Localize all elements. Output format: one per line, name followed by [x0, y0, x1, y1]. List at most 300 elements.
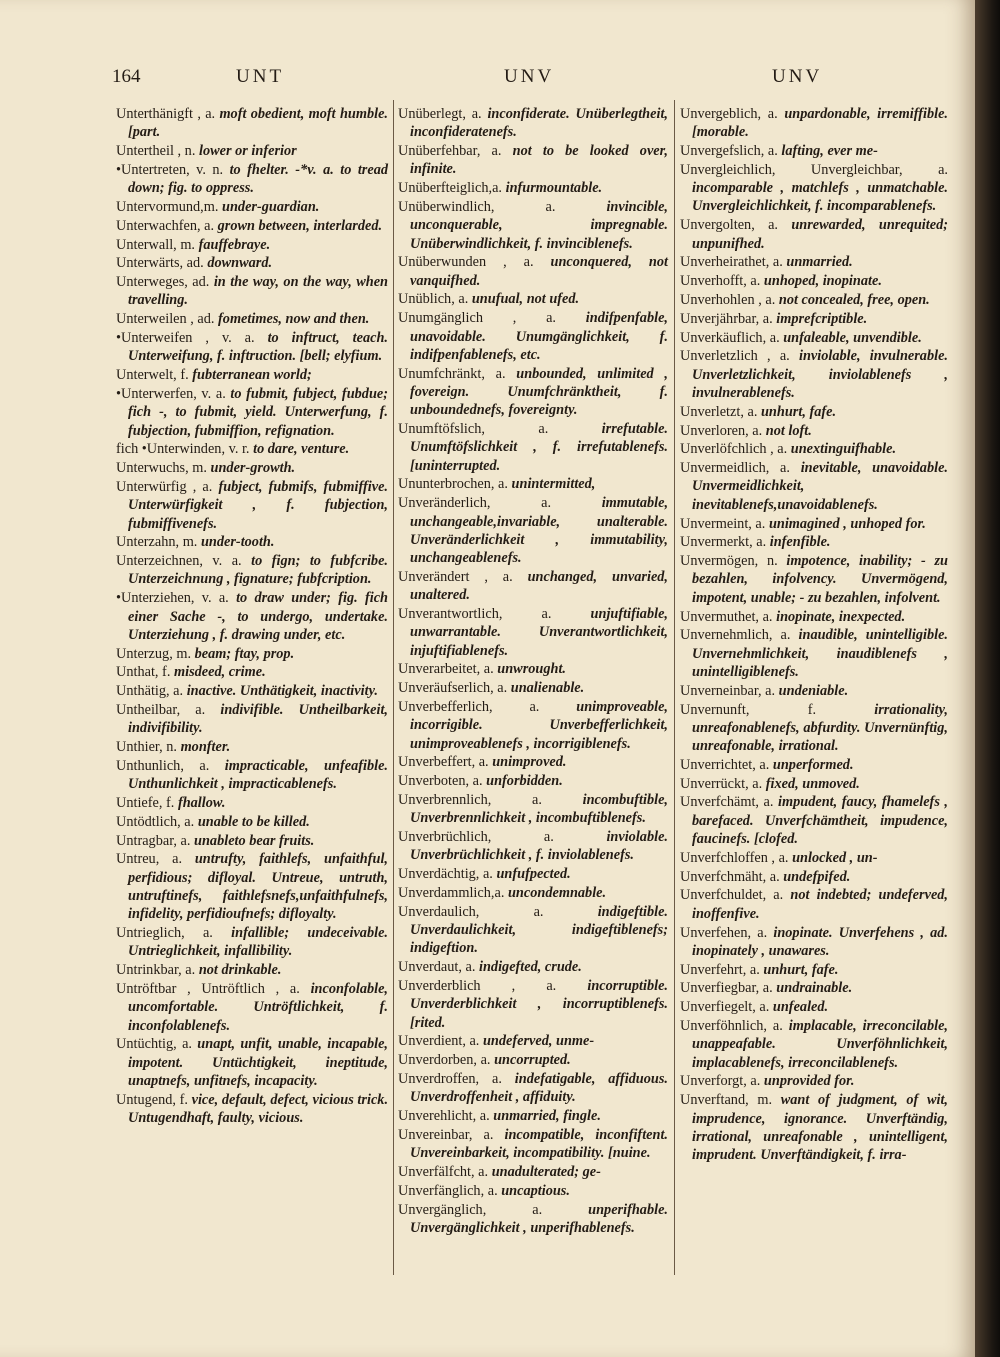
dictionary-entry	[680, 979, 948, 997]
running-headword-left: UNT	[236, 66, 285, 87]
entry-translation: unufual, not ufed.	[471, 291, 580, 308]
entry-headword: Unvermerkt, a.	[680, 534, 767, 551]
dictionary-entry	[398, 772, 668, 790]
entry-headword: Untugend, f.	[116, 1091, 188, 1108]
entry-translation: unprovided for.	[763, 1073, 855, 1090]
entry-headword: •Unterwerfen, v. a.	[116, 385, 226, 402]
dictionary-entry	[680, 552, 948, 607]
entry-translation: unextinguifhable.	[790, 441, 897, 458]
entry-headword: Unverhohlen , a.	[680, 291, 776, 308]
dictionary-entry	[680, 105, 948, 142]
entry-headword: Unverbeffert, a.	[398, 754, 489, 771]
dictionary-entry	[398, 903, 668, 958]
entry-headword: Unterweilen , ad.	[116, 311, 215, 328]
dictionary-entry	[116, 850, 388, 923]
entry-translation: infurmountable.	[505, 180, 603, 197]
entry-translation: untrufty, faithlefs, unfaithful, perfidious; difloyal. Untreue, untruth, untruftinefs, faithlefsnefs,unfaithfulnefs, infidelity, perfidioufnefs; difloyalty.	[128, 851, 388, 923]
page-number: 164	[112, 66, 141, 87]
entry-translation: inactive. Unthätigkeit, inactivity.	[186, 683, 378, 700]
entry-headword: Unverbrennlich, a.	[398, 791, 542, 808]
dictionary-entry	[680, 608, 948, 626]
entry-headword: Unverrichtet, a.	[680, 756, 770, 773]
entry-headword: Unverfänglich, a.	[398, 1182, 498, 1199]
dictionary-entry	[680, 961, 948, 979]
dictionary-entry	[116, 459, 388, 477]
dictionary-entry	[116, 813, 388, 831]
entry-headword: Unvergefslich, a.	[680, 143, 778, 160]
dictionary-entry	[116, 310, 388, 328]
entry-translation: unfaleable, unvendible.	[783, 329, 922, 346]
dictionary-entry	[680, 626, 948, 681]
entry-headword: Unverfiegbar, a.	[680, 980, 773, 997]
entry-translation: under-guardian.	[222, 198, 320, 215]
entry-translation: inviolable. Unverbrüchlichkeit , f. inviolablenefs.	[410, 829, 668, 864]
entry-headword: Unthier, n.	[116, 739, 177, 756]
dictionary-entry	[398, 309, 668, 364]
dictionary-entry	[398, 1201, 668, 1238]
dictionary-entry	[116, 533, 388, 551]
entry-headword: Unverkäuflich, a.	[680, 329, 780, 346]
entry-translation: to fign; to fubfcribe. Unterzeichnung , fignature; fubfcription.	[128, 553, 388, 588]
entry-headword: Untervormund,m.	[116, 198, 219, 215]
dictionary-entry	[116, 794, 388, 812]
entry-translation: undeferved, unme-	[482, 1033, 595, 1050]
entry-translation: unjuftifiable, unwarrantable. Unverantwortlichkeit, injuftifiablenefs.	[410, 606, 668, 659]
entry-headword: Unvernehmlich, a.	[680, 627, 791, 644]
entry-headword: Unterthänigft , a.	[116, 106, 216, 122]
entry-headword: Unverfchämt, a.	[680, 794, 774, 811]
entry-translation: unhoped, inopinate.	[763, 273, 882, 290]
entry-translation: uncorrupted.	[494, 1052, 571, 1069]
entry-headword: Unverletzlich , a.	[680, 348, 790, 365]
entry-translation: unmarried.	[786, 254, 853, 271]
dictionary-entry	[398, 1051, 668, 1069]
dictionary-entry	[680, 142, 948, 160]
entry-translation: immutable, unchangeable,invariable, unalterable. Unveränderlichkeit , immutability, unchangeablenefs.	[410, 495, 669, 567]
entry-headword: Unverderblich , a.	[398, 977, 557, 994]
dictionary-entry	[398, 568, 668, 605]
entry-headword: Untrieglich, a.	[116, 925, 213, 942]
entry-translation: grown between, interlarded.	[217, 217, 383, 234]
dictionary-entry	[116, 589, 388, 644]
entry-translation: impracticable, unfeafible. Unthunlichkeit , impracticablenefs.	[128, 757, 388, 793]
entry-translation: unmarried, fingle.	[493, 1108, 601, 1125]
dictionary-entry	[398, 253, 668, 290]
entry-headword: Unverhofft, a.	[680, 273, 761, 290]
entry-translation: implacable, irreconcilable, unappeafable. Unverföhnlichkeit, implacablenefs, irreconcilablenefs.	[692, 1018, 948, 1071]
dictionary-column-2	[398, 105, 668, 1238]
entry-translation: imprefcriptible.	[776, 310, 868, 327]
entry-headword: Unvergolten, a.	[680, 217, 778, 234]
entry-headword: Unveränderlich, a.	[398, 495, 552, 512]
entry-headword: Ununterbrochen, a.	[398, 476, 508, 493]
dictionary-entry	[398, 494, 668, 567]
entry-translation: fubject, fubmifs, fubmiffive. Unterwürfigkeit , f. fubjection, fubmiffivenefs.	[128, 478, 388, 532]
entry-translation: inopinate. Unverfehens , ad. inopinately , unawares.	[692, 924, 948, 959]
dictionary-entry	[116, 552, 388, 589]
entry-translation: want of judgment, of wit, imprudence, ignorance. Unverftändig, irrational, unreafonable , unintelligent, imprudent. Unverftändigkeit, f. irra-	[692, 1092, 948, 1164]
entry-translation: inopinate, inexpected.	[776, 608, 906, 625]
entry-translation: uncondemnable.	[507, 884, 607, 901]
dictionary-entry	[116, 980, 388, 1035]
entry-headword: Unverdaulich, a.	[398, 903, 544, 920]
entry-headword: Untrinkbar, a.	[116, 962, 196, 979]
dictionary-entry	[116, 105, 388, 142]
dictionary-entry	[398, 679, 668, 697]
entry-translation: inviolable, invulnerable. Unverletzlichkeit, inviolablenefs , invulnerablenefs.	[692, 348, 948, 401]
dictionary-entry	[680, 533, 948, 551]
dictionary-entry	[398, 1126, 668, 1163]
entry-headword: Untertheil , n.	[116, 143, 196, 160]
entry-translation: invincible, unconquerable, impregnable. Unüberwindlichkeit, f. invinciblenefs.	[410, 198, 668, 252]
entry-translation: inevitable, unavoidable. Unvermeidlichkeit, inevitablenefs,unavoidablenefs.	[692, 460, 948, 513]
entry-translation: unchanged, unvaried, unaltered.	[410, 568, 669, 604]
dictionary-entry	[680, 1072, 948, 1090]
dictionary-entry	[398, 605, 668, 660]
dictionary-entry	[680, 998, 948, 1016]
dictionary-entry	[398, 179, 668, 197]
dictionary-column-1	[116, 105, 388, 1128]
entry-headword: Unverbrüchlich, a.	[398, 829, 554, 846]
dictionary-entry	[398, 865, 668, 883]
entry-headword: Unverdaut, a.	[398, 959, 476, 976]
dictionary-entry	[680, 1017, 948, 1072]
dictionary-entry	[680, 272, 948, 290]
entry-translation: incorruptible. Unverderblichkeit , incorruptiblenefs. [rited.	[410, 977, 669, 1031]
entry-translation: uncaptious.	[501, 1182, 570, 1199]
entry-headword: Unterzeichnen, v. a.	[116, 553, 242, 570]
dictionary-entry	[398, 884, 668, 902]
entry-headword: Unvergeblich, a.	[680, 106, 778, 122]
dictionary-entry	[116, 645, 388, 663]
dictionary-entry	[680, 682, 948, 700]
entry-headword: Unüberlegt, a.	[398, 106, 482, 122]
entry-translation: indefatigable, affiduous. Unverdroffenheit , affiduity.	[410, 1070, 668, 1106]
entry-headword: Unvereinbar, a.	[398, 1126, 494, 1143]
entry-translation: infenfible.	[769, 534, 831, 551]
entry-headword: Unterweges, ad.	[116, 274, 210, 291]
entry-translation: unimagined , unhoped for.	[768, 515, 926, 532]
entry-headword: Unterwachfen, a.	[116, 217, 215, 234]
dictionary-entry	[116, 273, 388, 310]
entry-translation: unconquered, not vanquifhed.	[410, 254, 668, 289]
dictionary-entry	[680, 756, 948, 774]
entry-translation: unforbidden.	[486, 773, 563, 790]
entry-headword: Unverloren, a.	[680, 422, 763, 439]
entry-translation: to fhelter. -*v. a. to tread down; fig. to oppress.	[128, 161, 389, 197]
entry-headword: Unvergänglich, a.	[398, 1201, 543, 1218]
dictionary-entry	[680, 793, 948, 848]
dictionary-entry	[116, 217, 388, 235]
entry-translation: to fubmit, fubject, fubdue; fich -, to fubmit, yield. Unterwerfung, f. fubjection, fubmiffion, refignation.	[128, 385, 388, 439]
entry-translation: under-growth.	[210, 460, 296, 477]
entry-headword: Unveräufserlich, a.	[398, 680, 508, 697]
entry-translation: not to be looked over, infinite.	[410, 143, 669, 178]
entry-translation: misdeed, crime.	[173, 664, 266, 681]
dictionary-entry	[680, 924, 948, 961]
dictionary-entry	[116, 924, 388, 961]
entry-headword: Unterwärts, ad.	[116, 255, 204, 272]
entry-translation: incompatible, inconfiftent. Unvereinbarkeit, incompatibility. [nuine.	[410, 1126, 669, 1162]
dictionary-entry	[116, 682, 388, 700]
entry-translation: irrationality, unreafonablenefs, abfurdity. Unvernünftig, unreafonable, irrational.	[692, 701, 948, 755]
entry-translation: lower or inferior	[199, 143, 297, 160]
entry-headword: •Unterziehen, v. a.	[116, 590, 229, 607]
entry-translation: vice, default, defect, vicious trick. Untugendhaft, faulty, vicious.	[128, 1091, 389, 1127]
entry-translation: unimproved.	[492, 754, 567, 771]
entry-headword: Unverftand, m.	[680, 1092, 773, 1109]
entry-headword: Unverbefferlich, a.	[398, 699, 540, 715]
entry-headword: Untragbar, a.	[116, 832, 191, 849]
dictionary-entry	[398, 828, 668, 865]
entry-translation: fhallow.	[177, 794, 226, 811]
dictionary-entry	[680, 515, 948, 533]
dictionary-entry	[398, 198, 668, 253]
entry-translation: unapt, unfit, unable, incapable, impotent. Untüchtigkeit, ineptitude, unaptnefs, unfitnefs, incapacity.	[128, 1036, 388, 1089]
entry-headword: Untheilbar, a.	[116, 702, 206, 718]
dictionary-entry	[116, 366, 388, 384]
entry-translation: undefpifed.	[783, 868, 851, 885]
entry-headword: Unvermuthet, a.	[680, 608, 773, 625]
entry-translation: indigeftible. Unverdaulichkeit, indigeftiblenefs; indigeftion.	[410, 903, 668, 957]
entry-translation: unadulterated; ge-	[491, 1163, 601, 1180]
entry-translation: unfufpected.	[496, 866, 571, 883]
entry-headword: Unverfchloffen , a.	[680, 849, 789, 866]
entry-headword: Unverrückt, a.	[680, 775, 763, 792]
entry-translation: unlocked , un-	[792, 849, 878, 866]
entry-translation: unhurt, fafe.	[763, 961, 839, 978]
entry-headword: •Unterweifen , v. a.	[116, 330, 255, 347]
entry-headword: Unumftöfslich, a.	[398, 421, 549, 438]
dictionary-entry	[116, 757, 388, 794]
entry-headword: Unverdroffen, a.	[398, 1070, 502, 1087]
entry-translation: indigefted, crude.	[479, 959, 582, 976]
dictionary-entry	[680, 347, 948, 402]
dictionary-entry	[398, 698, 668, 753]
entry-headword: •Untertreten, v. n.	[116, 161, 224, 178]
entry-headword: Unthat, f.	[116, 664, 171, 681]
entry-translation: unperifhable. Unvergänglichkeit , unperifhablenefs.	[410, 1201, 668, 1236]
dictionary-entry	[680, 291, 948, 309]
dictionary-entry	[116, 236, 388, 254]
dictionary-entry	[116, 663, 388, 681]
entry-translation: to dare, venture.	[253, 441, 350, 458]
dictionary-entry	[116, 832, 388, 850]
entry-headword: Unverfehen, a.	[680, 924, 768, 941]
dictionary-entry	[680, 775, 948, 793]
entry-translation: not concealed, free, open.	[778, 291, 930, 308]
dictionary-entry	[398, 977, 668, 1032]
dictionary-entry	[680, 459, 948, 514]
dictionary-entry	[398, 290, 668, 308]
entry-translation: unable to be killed.	[197, 813, 310, 830]
entry-translation: moft obedient, moft humble. [part.	[128, 106, 389, 141]
entry-headword: Unüberfteiglich,a.	[398, 180, 503, 197]
dictionary-entry	[116, 1091, 388, 1128]
entry-translation: impotence, inability; - zu bezahlen, infolvency. Unvermögend, impotent, unable; - zu bezahlen, infolvent.	[692, 553, 949, 606]
entry-translation: unbounded, unlimited , fovereign. Unumfchränktheit, f. unboundednefs, fovereignty.	[410, 365, 668, 419]
entry-headword: Untiefe, f.	[116, 794, 175, 811]
dictionary-entry	[116, 385, 388, 440]
entry-translation: unintermitted,	[511, 476, 596, 493]
entry-translation: not indebted; undeferved, inoffenfive.	[692, 887, 949, 922]
entry-headword: Unverarbeitet, a.	[398, 661, 494, 678]
dictionary-entry	[398, 1070, 668, 1107]
entry-headword: Unverheirathet, a.	[680, 254, 783, 271]
dictionary-entry	[116, 440, 388, 458]
entry-headword: Unverletzt, a.	[680, 403, 758, 420]
entry-headword: Unvermeidlich, a.	[680, 460, 790, 477]
entry-headword: Unthätig, a.	[116, 683, 184, 700]
entry-translation: incombuftible, Unverbrennlichkeit , incombuftiblenefs.	[410, 791, 668, 827]
entry-translation: fauffebraye.	[198, 236, 271, 253]
entry-headword: Unterwall, m.	[116, 236, 196, 253]
dictionary-entry	[680, 868, 948, 886]
dictionary-entry	[116, 478, 388, 533]
dictionary-entry	[680, 886, 948, 923]
entry-translation: incomparable , matchlefs , unmatchable. Unvergleichlichkeit, f. incomparablenefs.	[692, 180, 948, 215]
entry-headword: fich •Unterwinden, v. r.	[116, 441, 250, 458]
entry-headword: Unvermeint, a.	[680, 515, 766, 532]
entry-headword: Unumgänglich , a.	[398, 310, 557, 327]
entry-headword: Unverfiegelt, a.	[680, 999, 770, 1016]
entry-translation: unhurt, fafe.	[760, 403, 837, 420]
entry-translation: to draw under; fig. fich einer Sache -, to undergo, undertake. Unterziehung , f. drawing under, etc.	[128, 590, 389, 643]
entry-headword: Unverändert , a.	[398, 568, 513, 585]
running-headword-right: UNV	[772, 66, 823, 87]
dictionary-entry	[680, 849, 948, 867]
entry-translation: in the way, on the way, when travelling.	[128, 274, 388, 309]
entry-translation: unrewarded, unrequited; unpunifhed.	[692, 217, 948, 252]
entry-headword: Unverehlicht, a.	[398, 1108, 490, 1125]
dictionary-entry	[680, 253, 948, 271]
dictionary-column-3	[680, 105, 948, 1165]
entry-headword: Untödtlich, a.	[116, 813, 195, 830]
entry-translation: lafting, ever me-	[781, 143, 878, 160]
entry-headword: Untreu, a.	[116, 851, 183, 868]
entry-headword: Unverneinbar, a.	[680, 682, 776, 699]
entry-headword: Unüberwindlich, a.	[398, 198, 556, 215]
dictionary-entry	[680, 161, 948, 216]
dictionary-entry	[398, 420, 668, 475]
entry-headword: Unverlöfchlich , a.	[680, 441, 788, 458]
entry-translation: inaudible, unintelligible. Unvernehmlichkeit, inaudiblenefs , unintelligiblenefs.	[692, 627, 949, 680]
dictionary-entry	[398, 958, 668, 976]
book-binding-shadow	[975, 0, 1000, 1357]
entry-headword: Unthunlich, a.	[116, 757, 210, 774]
dictionary-entry	[680, 310, 948, 328]
entry-headword: Unterzug, m.	[116, 645, 192, 662]
entry-translation: inconfolable, uncomfortable. Untröftlichkeit, f. inconfolablenefs.	[128, 980, 389, 1034]
entry-translation: fometimes, now and then.	[218, 311, 370, 328]
dictionary-entry	[680, 403, 948, 421]
dictionary-entry	[680, 1091, 948, 1164]
entry-headword: Unverdächtig, a.	[398, 866, 493, 883]
entry-translation: inconfiderate. Unüberlegtheit, inconfideratenefs.	[410, 106, 668, 141]
entry-translation: unperformed.	[772, 756, 854, 773]
entry-headword: Unumfchränkt, a.	[398, 365, 506, 382]
entry-headword: Unverdammlich,a.	[398, 884, 505, 901]
entry-translation: fixed, unmoved.	[765, 775, 860, 792]
dictionary-entry	[680, 329, 948, 347]
entry-translation: unalienable.	[510, 680, 585, 697]
entry-headword: Unverdorben, a.	[398, 1052, 491, 1069]
dictionary-entry	[116, 142, 388, 160]
entry-headword: Unverfchuldet, a.	[680, 887, 784, 904]
entry-translation: unableto bear fruits.	[194, 832, 315, 849]
entry-translation: unpardonable, irremiffible. [morable.	[692, 106, 949, 141]
dictionary-entry	[398, 105, 668, 142]
dictionary-entry	[398, 1107, 668, 1125]
dictionary-entry	[398, 1163, 668, 1181]
entry-headword: Unverforgt, a.	[680, 1073, 761, 1090]
entry-headword: Unvernunft, f.	[680, 701, 817, 718]
entry-translation: impudent, faucy, fhamelefs , barefaced. Unverfchämtheit, impudence, faucinefs. [clofed.	[692, 794, 949, 848]
dictionary-entry	[398, 365, 668, 420]
entry-headword: Unüblich, a.	[398, 291, 469, 308]
entry-translation: under-tooth.	[200, 534, 275, 551]
entry-translation: unwrought.	[497, 661, 566, 678]
entry-headword: Untröftbar , Untröftlich , a.	[116, 980, 300, 997]
entry-headword: Unverfehrt, a.	[680, 961, 760, 978]
dictionary-entry	[116, 1035, 388, 1090]
column-divider	[393, 100, 394, 1275]
dictionary-entry	[398, 753, 668, 771]
dictionary-entry	[398, 475, 668, 493]
dictionary-entry	[680, 422, 948, 440]
entry-translation: undrainable.	[776, 980, 853, 997]
entry-headword: Unterwürfig , a.	[116, 478, 213, 495]
dictionary-entry	[398, 142, 668, 179]
entry-translation: indivifible. Untheilbarkeit, indivifibility.	[128, 702, 388, 737]
entry-headword: Unüberfehbar, a.	[398, 143, 502, 160]
dictionary-entry	[398, 1032, 668, 1050]
entry-headword: Unverfälfcht, a.	[398, 1163, 489, 1180]
entry-translation: fubterranean world;	[192, 367, 312, 384]
entry-headword: Unterwuchs, m.	[116, 460, 207, 477]
dictionary-entry	[116, 738, 388, 756]
entry-translation: monfter.	[180, 739, 231, 756]
entry-headword: Unverjährbar, a.	[680, 310, 773, 327]
entry-headword: Unvermögen, n.	[680, 553, 778, 570]
dictionary-entry	[116, 198, 388, 216]
entry-translation: indifpenfable, unavoidable. Unumgänglichkeit, f. indifpenfablenefs, etc.	[410, 310, 668, 363]
entry-headword: Unterzahn, m.	[116, 534, 198, 551]
entry-headword: Unverantwortlich, a.	[398, 606, 552, 623]
entry-translation: unfealed.	[772, 999, 829, 1016]
entry-headword: Unverboten, a.	[398, 773, 483, 790]
entry-translation: infallible; undeceivable. Untrieglichkeit, infallibility.	[128, 925, 388, 960]
dictionary-entry	[116, 254, 388, 272]
entry-translation: downward.	[207, 255, 273, 272]
dictionary-entry	[398, 791, 668, 828]
running-header	[112, 66, 852, 92]
dictionary-entry	[116, 961, 388, 979]
entry-headword: Unterwelt, f.	[116, 367, 189, 384]
entry-translation: beam; ftay, prop.	[194, 645, 295, 662]
entry-headword: Unvergleichlich, Unvergleichbar, a.	[680, 161, 948, 178]
entry-translation: not drinkable.	[198, 962, 282, 979]
entry-headword: Unverdient, a.	[398, 1033, 480, 1050]
entry-headword: Unüberwunden , a.	[398, 254, 534, 271]
dictionary-entry	[116, 329, 388, 366]
dictionary-entry	[680, 216, 948, 253]
dictionary-entry	[116, 701, 388, 738]
entry-translation: unimproveable, incorrigible. Unverbefferlichkeit, unimproveablenefs , incorrigiblenefs.	[410, 699, 668, 752]
dictionary-entry	[116, 161, 388, 198]
dictionary-entry	[680, 701, 948, 756]
dictionary-entry	[398, 1182, 668, 1200]
